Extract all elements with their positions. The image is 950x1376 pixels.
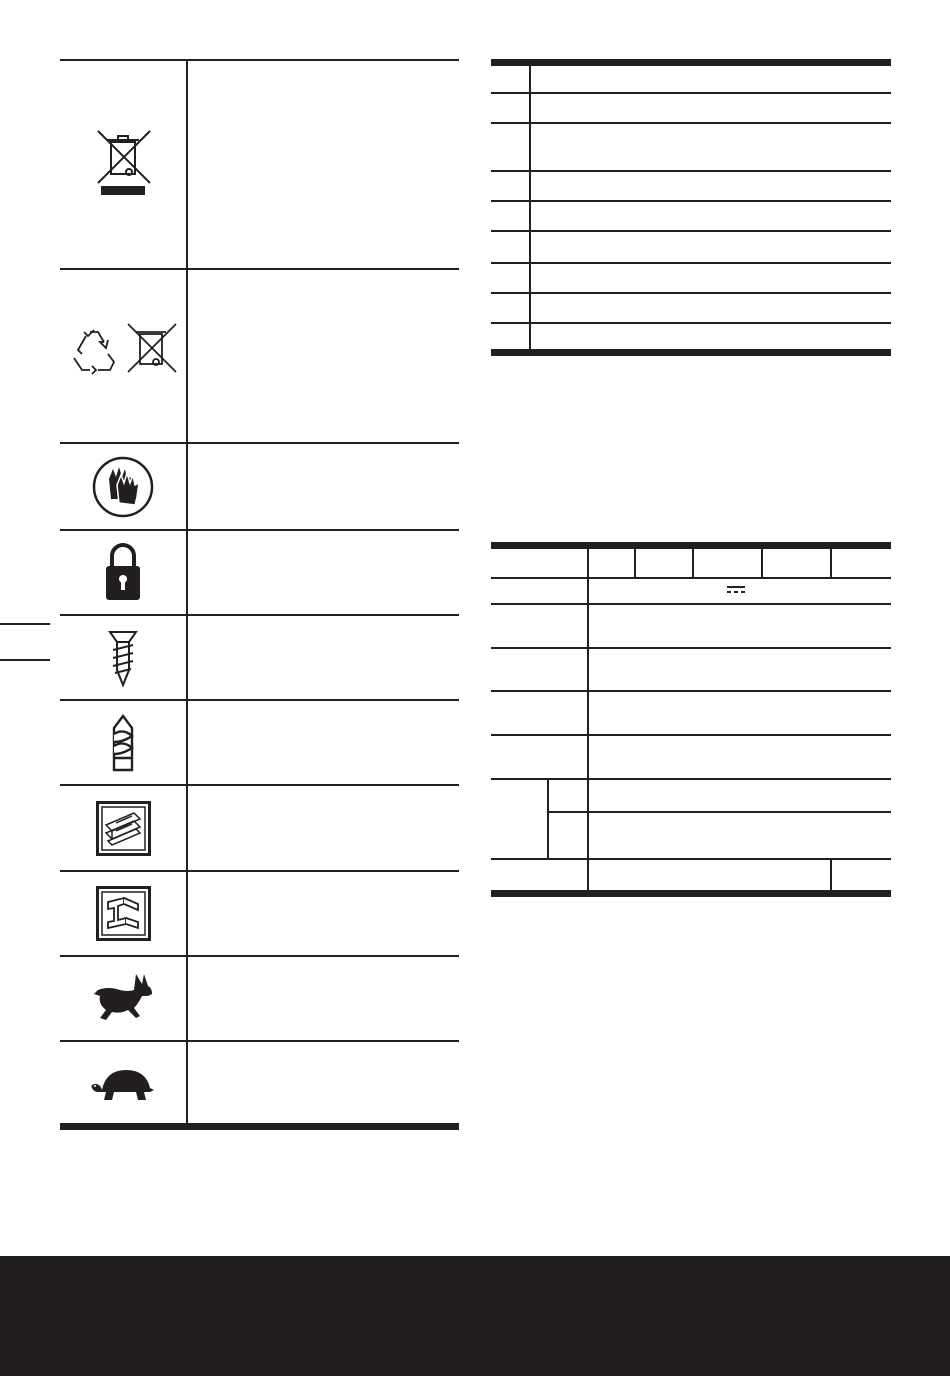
table-rule: [60, 59, 459, 61]
row-separator: [491, 170, 891, 172]
page-edge-mark: [0, 623, 50, 625]
row-separator: [60, 442, 459, 444]
row-separator: [60, 784, 459, 786]
row-separator: [60, 614, 459, 616]
column-divider: [529, 59, 531, 356]
row-separator: [491, 577, 891, 579]
row-separator: [491, 292, 891, 294]
crossed-bin-icon: [96, 128, 152, 200]
row-separator: [60, 529, 459, 531]
row-separator: [491, 122, 891, 124]
table-bottom-rule: [60, 1123, 459, 1130]
column-divider: [761, 542, 763, 578]
row-separator: [491, 322, 891, 324]
recycle-and-crossed-bin-icon: [70, 322, 180, 378]
row-separator: [491, 262, 891, 264]
wear-gloves-icon: [91, 455, 155, 519]
direct-current-icon: [726, 585, 746, 595]
column-divider: [186, 59, 188, 1127]
table-top-rule: [491, 59, 891, 66]
row-separator: [60, 268, 459, 270]
row-separator: [60, 955, 459, 957]
row-separator: [491, 92, 891, 94]
drill-bit-icon: [110, 714, 136, 774]
column-divider: [692, 542, 694, 578]
row-separator: [491, 858, 891, 860]
column-divider: [547, 778, 549, 858]
row-separator: [491, 734, 891, 736]
row-separator: [547, 811, 891, 813]
row-separator: [491, 647, 891, 649]
row-separator: [491, 690, 891, 692]
screw-icon: [108, 628, 138, 688]
table-bottom-rule: [491, 890, 891, 897]
column-divider: [830, 858, 832, 892]
wood-material-icon: [96, 801, 151, 856]
column-divider: [830, 542, 832, 578]
row-separator: [60, 699, 459, 701]
row-separator: [491, 200, 891, 202]
rabbit-fast-speed-icon: [92, 970, 156, 1024]
row-separator: [491, 603, 891, 605]
column-divider: [634, 542, 636, 578]
turtle-slow-speed-icon: [88, 1066, 160, 1102]
row-separator: [491, 778, 891, 780]
row-separator: [60, 1040, 459, 1042]
padlock-icon: [104, 540, 142, 602]
page-footer-band: [0, 1256, 950, 1376]
table-bottom-rule: [491, 349, 891, 356]
column-divider: [587, 542, 589, 892]
row-separator: [491, 230, 891, 232]
row-separator: [60, 870, 459, 872]
metal-material-icon: [96, 886, 151, 941]
page-edge-mark: [0, 659, 50, 661]
